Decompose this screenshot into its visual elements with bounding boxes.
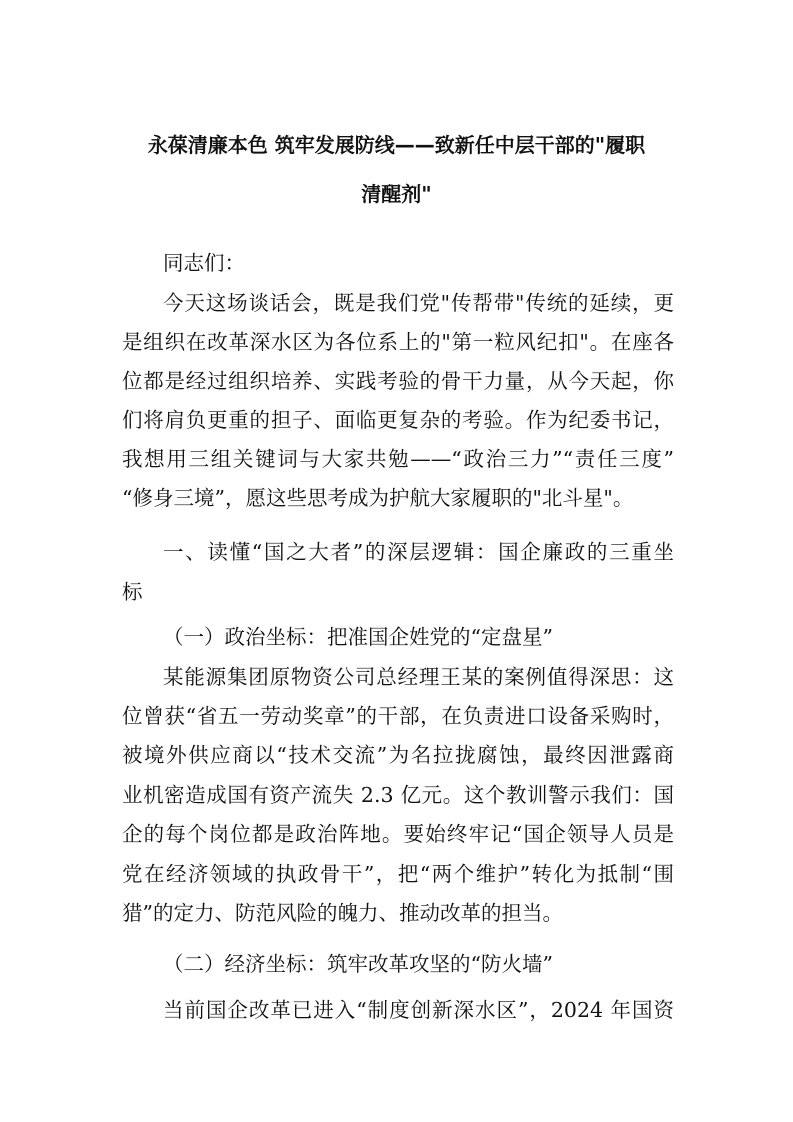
body-line: 今天这场谈话会，既是我们党"传帮带"传统的延续，更 (163, 291, 674, 315)
salutation: 同志们： (163, 251, 245, 275)
body-line: 当前国企改革已进入“制度创新深水区”，2024 年国资 (163, 998, 674, 1022)
subsection-heading: （一）政治坐标：把准国企姓党的“定盘星” (163, 625, 553, 649)
body-line: “修身三境”，愿这些思考成为护航大家履职的"北斗星"。 (122, 486, 634, 510)
body-line: 党在经济领域的执政骨干”，把“两个维护”转化为抵制“围 (122, 862, 674, 886)
body-line: 猎”的定力、防范风险的魄力、推动改革的担当。 (122, 901, 563, 925)
document-title-line-1: 永葆清廉本色 筑牢发展防线——致新任中层干部的"履职 (147, 133, 646, 157)
document-title-line-2: 清醒剂" (361, 182, 432, 206)
body-line: 位都是经过组织培养、实践考验的骨干力量，从今天起，你 (122, 369, 674, 393)
body-line: 被境外供应商以“技术交流”为名拉拢腐蚀，最终因泄露商 (122, 743, 674, 767)
body-line: 某能源集团原物资公司总经理王某的案例值得深思：这 (163, 665, 674, 689)
section-heading-line: 标 (122, 580, 143, 604)
body-line: 业机密造成国有资产流失 2.3 亿元。这个教训警示我们：国 (122, 783, 674, 807)
section-heading-line: 一、读懂“国之大者”的深层逻辑：国企廉政的三重坐 (163, 540, 674, 564)
body-line: 位曾获“省五一劳动奖章”的干部，在负责进口设备采购时， (122, 704, 674, 728)
body-line: 我想用三组关键词与大家共勉——“政治三力”“责任三度” (122, 447, 674, 471)
body-line: 们将肩负更重的担子、面临更复杂的考验。作为纪委书记， (122, 408, 674, 432)
subsection-heading: （二）经济坐标：筑牢改革攻坚的“防火墙” (163, 952, 553, 976)
body-line: 企的每个岗位都是政治阵地。要始终牢记“国企领导人员是 (122, 822, 674, 846)
body-line: 是组织在改革深水区为各位系上的"第一粒风纪扣"。在座各 (122, 330, 674, 354)
